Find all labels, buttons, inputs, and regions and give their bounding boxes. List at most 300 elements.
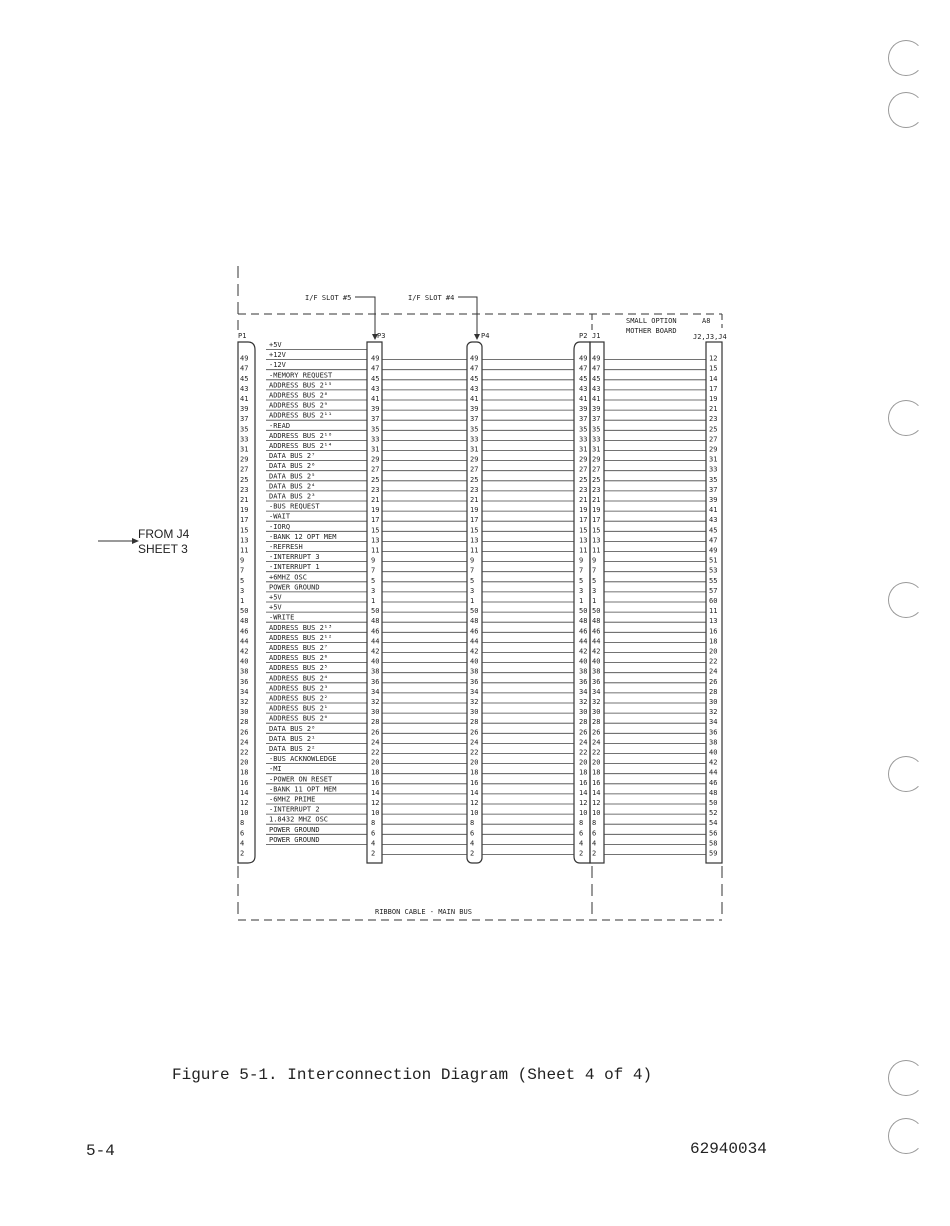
pin-number-j1: 23 — [592, 485, 601, 494]
pin-number-p3: 44 — [371, 637, 380, 646]
pin-number-p4: 47 — [470, 364, 479, 373]
signal-name: POWER GROUND — [269, 825, 320, 834]
pin-number-j1: 48 — [592, 617, 601, 626]
pin-number-p1: 28 — [240, 718, 249, 727]
pin-number-j2j3j4: 50 — [709, 799, 718, 807]
pin-number-j2j3j4: 22 — [709, 657, 718, 666]
pin-number-p1: 40 — [240, 657, 249, 666]
pin-number-p3: 19 — [371, 506, 380, 515]
pin-number-p1: 21 — [240, 496, 249, 504]
pin-number-j1: 2 — [592, 849, 597, 858]
pin-number-p3: 10 — [371, 809, 380, 818]
pin-number-p3: 16 — [371, 778, 380, 787]
signal-name: -INTERRUPT 2 — [269, 805, 320, 814]
pin-number-j2j3j4: 57 — [709, 586, 718, 595]
pin-number-p3: 6 — [371, 829, 376, 838]
pin-number-p4: 46 — [470, 627, 479, 636]
pin-number-p1: 50 — [240, 607, 249, 616]
pin-number-p1: 18 — [240, 768, 249, 777]
pin-number-p1: 32 — [240, 698, 249, 706]
pin-number-p4: 30 — [470, 708, 479, 717]
pin-number-j1: 44 — [592, 637, 601, 646]
pin-number-p1: 13 — [240, 536, 249, 545]
pin-number-j1: 13 — [592, 536, 601, 545]
pin-number-p2: 20 — [579, 758, 588, 767]
signal-name: -BANK 12 OPT MEM — [269, 532, 337, 541]
pin-number-j1: 40 — [592, 657, 601, 666]
pin-number-p4: 29 — [470, 455, 479, 464]
pin-number-j2j3j4: 23 — [709, 415, 718, 424]
pin-number-p2: 35 — [579, 425, 588, 434]
pin-number-p2: 3 — [579, 586, 584, 595]
pin-number-p1: 4 — [240, 839, 245, 848]
pin-number-p2: 36 — [579, 677, 588, 686]
label-sheet-3: SHEET 3 — [138, 542, 188, 556]
signal-name: ADDRESS BUS 2¹³ — [269, 623, 333, 632]
pin-number-j2j3j4: 11 — [709, 607, 718, 616]
pin-number-p2: 39 — [579, 405, 588, 414]
pin-number-p1: 42 — [240, 647, 249, 656]
pin-number-p1: 2 — [240, 849, 245, 858]
pin-number-j2j3j4: 33 — [709, 465, 718, 474]
pin-number-p3: 48 — [371, 617, 380, 626]
pin-number-j2j3j4: 48 — [709, 788, 718, 797]
pin-number-p3: 8 — [371, 819, 376, 828]
pin-number-j2j3j4: 53 — [709, 566, 718, 575]
pin-number-j1: 41 — [592, 395, 601, 403]
pin-number-p2: 32 — [579, 698, 588, 706]
pin-number-p1: 11 — [240, 546, 249, 555]
signal-name: -MI — [269, 765, 282, 774]
signal-name: ADDRESS BUS 2¹⁰ — [269, 431, 333, 440]
pin-number-p3: 17 — [371, 516, 380, 525]
pin-number-p1: 30 — [240, 708, 249, 717]
pin-number-j2j3j4: 40 — [709, 748, 718, 757]
pin-number-j2j3j4: 13 — [709, 617, 718, 626]
pin-number-j1: 32 — [592, 698, 601, 706]
pin-number-p1: 17 — [240, 516, 249, 525]
signal-name: DATA BUS 2⁰ — [269, 724, 316, 733]
pin-number-p1: 48 — [240, 617, 249, 626]
pin-number-p2: 29 — [579, 455, 588, 464]
pin-number-p4: 37 — [470, 415, 479, 424]
pin-number-p3: 25 — [371, 475, 380, 484]
signal-name: +5V — [269, 603, 282, 612]
pin-number-j2j3j4: 46 — [709, 778, 718, 787]
signal-name: ADDRESS BUS 2¹¹ — [269, 411, 333, 420]
pin-number-p4: 23 — [470, 485, 479, 494]
pin-number-p4: 43 — [470, 384, 479, 393]
pin-number-p3: 14 — [371, 788, 380, 797]
pin-number-p2: 26 — [579, 728, 588, 737]
signal-name: +5V — [269, 593, 282, 602]
binder-hole — [888, 756, 924, 792]
pin-number-p4: 16 — [470, 778, 479, 787]
signal-name: DATA BUS 2⁷ — [269, 452, 316, 461]
pin-number-p4: 31 — [470, 445, 479, 454]
pin-number-p3: 24 — [371, 738, 380, 747]
pin-number-p2: 49 — [579, 354, 588, 363]
label-p3: P3 — [377, 332, 386, 340]
pin-number-p2: 2 — [579, 849, 584, 858]
pin-number-p2: 47 — [579, 364, 588, 373]
pin-number-p4: 5 — [470, 576, 475, 585]
pin-number-p1: 22 — [240, 748, 249, 757]
pin-number-j1: 18 — [592, 768, 601, 777]
pin-number-p4: 8 — [470, 819, 475, 828]
pin-number-j1: 9 — [592, 556, 597, 565]
pin-number-p1: 41 — [240, 395, 249, 403]
binder-hole — [888, 92, 924, 128]
pin-number-p3: 1 — [371, 597, 376, 605]
pin-number-j2j3j4: 16 — [709, 627, 718, 636]
pin-number-p2: 13 — [579, 536, 588, 545]
pin-number-p2: 14 — [579, 788, 588, 797]
pin-number-p1: 29 — [240, 455, 249, 464]
pin-number-p1: 47 — [240, 364, 249, 373]
pin-number-p4: 26 — [470, 728, 479, 737]
signal-name: -12V — [269, 361, 286, 370]
pin-number-p1: 6 — [240, 829, 245, 838]
pin-number-p1: 19 — [240, 506, 249, 515]
pin-number-p3: 22 — [371, 748, 380, 757]
pin-number-p2: 37 — [579, 415, 588, 424]
pin-number-p3: 33 — [371, 435, 380, 444]
pin-number-p3: 21 — [371, 496, 380, 504]
pin-number-j2j3j4: 32 — [709, 708, 718, 717]
pin-number-p4: 34 — [470, 687, 479, 696]
pin-number-j1: 49 — [592, 354, 601, 363]
pin-number-p1: 33 — [240, 435, 249, 444]
pin-number-j1: 28 — [592, 718, 601, 727]
pin-number-p2: 27 — [579, 465, 588, 474]
pin-number-p2: 31 — [579, 445, 588, 454]
pin-number-p2: 50 — [579, 607, 588, 616]
pin-number-p2: 4 — [579, 839, 584, 848]
signal-name: ADDRESS BUS 2² — [269, 694, 329, 703]
pin-number-p1: 35 — [240, 425, 249, 434]
pin-number-p4: 25 — [470, 475, 479, 484]
pin-number-j2j3j4: 25 — [709, 425, 718, 434]
label-small-option: SMALL OPTION — [626, 317, 677, 325]
pin-number-p3: 46 — [371, 627, 380, 636]
pin-number-j2j3j4: 56 — [709, 829, 718, 838]
pin-number-j2j3j4: 24 — [709, 667, 718, 676]
label-from-j4: FROM J4 — [138, 527, 190, 541]
pin-number-p1: 38 — [240, 667, 249, 676]
pin-number-p3: 27 — [371, 465, 380, 474]
signal-name: -INTERRUPT 3 — [269, 553, 320, 562]
pin-number-p3: 38 — [371, 667, 380, 676]
signal-name: ADDRESS BUS 2⁹ — [269, 401, 329, 410]
pin-number-p4: 11 — [470, 546, 479, 555]
signal-name: +5V — [269, 341, 282, 349]
pin-number-j2j3j4: 27 — [709, 435, 718, 444]
pin-number-p1: 23 — [240, 485, 249, 494]
signal-name: ADDRESS BUS 2¹ — [269, 704, 329, 713]
pin-number-j1: 8 — [592, 819, 597, 828]
pin-number-p1: 46 — [240, 627, 249, 636]
signal-name: ADDRESS BUS 2³ — [269, 684, 329, 693]
page-number: 5-4 — [86, 1142, 115, 1160]
signal-name: ADDRESS BUS 2⁴ — [269, 674, 329, 683]
signal-name: DATA BUS 2⁶ — [269, 462, 316, 471]
pin-number-j1: 39 — [592, 405, 601, 414]
pin-number-p4: 38 — [470, 667, 479, 676]
pin-number-p4: 14 — [470, 788, 479, 797]
pin-number-p2: 6 — [579, 829, 584, 838]
label-p4: P4 — [481, 332, 490, 340]
pin-number-j1: 29 — [592, 455, 601, 464]
pin-number-j2j3j4: 58 — [709, 839, 718, 848]
pin-number-j2j3j4: 15 — [709, 364, 718, 373]
pin-number-j2j3j4: 38 — [709, 738, 718, 747]
pin-number-p2: 7 — [579, 566, 584, 575]
label-ribbon-cable: RIBBON CABLE - MAIN BUS — [375, 908, 472, 916]
pin-number-p3: 29 — [371, 455, 380, 464]
pin-number-p3: 2 — [371, 849, 376, 858]
pin-number-j1: 21 — [592, 496, 601, 504]
signal-name: ADDRESS BUS 2⁷ — [269, 644, 329, 652]
pin-number-j1: 50 — [592, 607, 601, 616]
pin-number-p1: 27 — [240, 465, 249, 474]
signal-name: +6MHZ OSC — [269, 573, 307, 582]
pin-number-p2: 17 — [579, 516, 588, 525]
pin-number-j1: 47 — [592, 364, 601, 373]
binder-hole — [888, 1118, 924, 1154]
signal-name: ADDRESS BUS 2⁵ — [269, 664, 329, 673]
pin-number-p4: 32 — [470, 698, 479, 706]
pin-number-j1: 14 — [592, 788, 601, 797]
pin-number-j2j3j4: 41 — [709, 506, 718, 515]
pin-number-p3: 49 — [371, 354, 380, 363]
pin-number-p3: 23 — [371, 485, 380, 494]
pin-number-j2j3j4: 18 — [709, 637, 718, 646]
signal-name: DATA BUS 2¹ — [269, 734, 316, 743]
pin-number-p4: 1 — [470, 597, 475, 605]
pin-number-p3: 41 — [371, 395, 380, 403]
pin-number-j1: 15 — [592, 526, 601, 535]
pin-number-p2: 1 — [579, 597, 584, 605]
pin-number-p1: 7 — [240, 566, 245, 575]
pin-number-j1: 19 — [592, 506, 601, 515]
pin-number-j1: 42 — [592, 647, 601, 656]
pin-number-j2j3j4: 51 — [709, 556, 718, 565]
label-j2j3j4: J2,J3,J4 — [693, 333, 727, 341]
pin-number-p3: 45 — [371, 374, 380, 383]
pin-number-j1: 1 — [592, 597, 597, 605]
pin-number-p3: 13 — [371, 536, 380, 545]
pin-number-p2: 40 — [579, 657, 588, 666]
pin-number-j1: 11 — [592, 546, 601, 555]
pin-number-j1: 12 — [592, 799, 601, 807]
pin-number-p2: 11 — [579, 546, 588, 555]
pin-number-p4: 48 — [470, 617, 479, 626]
binder-hole — [888, 40, 924, 76]
pin-number-j1: 35 — [592, 425, 601, 434]
pin-number-p2: 9 — [579, 556, 584, 565]
pin-number-p4: 20 — [470, 758, 479, 767]
pin-number-p3: 34 — [371, 687, 380, 696]
pin-number-p1: 1 — [240, 597, 245, 605]
binder-hole — [888, 400, 924, 436]
pin-number-p2: 45 — [579, 374, 588, 383]
signal-name: ADDRESS BUS 2⁶ — [269, 654, 329, 663]
pin-number-p3: 32 — [371, 698, 380, 706]
pin-number-p2: 5 — [579, 576, 584, 585]
signal-name: -MEMORY REQUEST — [269, 371, 333, 380]
pin-number-j1: 22 — [592, 748, 601, 757]
pin-number-p1: 15 — [240, 526, 249, 535]
signal-name: -WRITE — [269, 613, 295, 622]
pin-number-p4: 10 — [470, 809, 479, 818]
pin-number-p3: 26 — [371, 728, 380, 737]
pin-number-j2j3j4: 52 — [709, 809, 718, 818]
signal-name: -BANK 11 OPT MEM — [269, 785, 337, 794]
pin-number-p3: 11 — [371, 546, 380, 555]
pin-number-p1: 39 — [240, 405, 249, 414]
signal-name: -POWER ON RESET — [269, 775, 333, 784]
pin-number-p1: 25 — [240, 475, 249, 484]
pin-number-p3: 3 — [371, 586, 376, 595]
pin-number-p3: 35 — [371, 425, 380, 434]
signal-name: -REFRESH — [269, 543, 303, 551]
pin-number-p2: 30 — [579, 708, 588, 717]
signal-name: ADDRESS BUS 2⁰ — [269, 714, 329, 723]
pin-number-j2j3j4: 49 — [709, 546, 718, 555]
pin-number-j2j3j4: 37 — [709, 485, 718, 494]
pin-number-j1: 36 — [592, 677, 601, 686]
pin-number-p1: 5 — [240, 576, 245, 585]
binder-hole — [888, 582, 924, 618]
signal-name: ADDRESS BUS 2⁸ — [269, 391, 329, 400]
pin-number-p2: 19 — [579, 506, 588, 515]
pin-number-p1: 10 — [240, 809, 249, 818]
pin-number-p2: 34 — [579, 687, 588, 696]
pin-number-p1: 36 — [240, 677, 249, 686]
pin-number-p3: 36 — [371, 677, 380, 686]
pin-number-p1: 16 — [240, 778, 249, 787]
pin-number-p3: 15 — [371, 526, 380, 535]
signal-name: POWER GROUND — [269, 583, 320, 592]
pin-number-j2j3j4: 29 — [709, 445, 718, 454]
signal-name: POWER GROUND — [269, 835, 320, 844]
pin-number-p4: 12 — [470, 799, 479, 807]
pin-number-p3: 5 — [371, 576, 376, 585]
pin-number-p4: 39 — [470, 405, 479, 414]
pin-number-j1: 46 — [592, 627, 601, 636]
pin-number-j1: 7 — [592, 566, 597, 575]
pin-number-p3: 4 — [371, 839, 376, 848]
arrowheads — [372, 334, 480, 340]
pin-number-j2j3j4: 20 — [709, 647, 718, 656]
pin-number-p2: 28 — [579, 718, 588, 727]
pin-number-p1: 49 — [240, 354, 249, 363]
pin-number-p4: 17 — [470, 516, 479, 525]
figure-caption: Figure 5-1. Interconnection Diagram (Sheet 4 of 4) — [172, 1066, 653, 1084]
pin-number-p1: 31 — [240, 445, 249, 454]
pin-number-p4: 44 — [470, 637, 479, 646]
pin-number-p1: 3 — [240, 586, 245, 595]
pin-number-p2: 43 — [579, 384, 588, 393]
pin-number-p4: 40 — [470, 657, 479, 666]
signal-name: ADDRESS BUS 2¹² — [269, 633, 333, 642]
pin-number-p1: 34 — [240, 687, 249, 696]
pin-number-p4: 3 — [470, 586, 475, 595]
pin-number-j2j3j4: 17 — [709, 384, 718, 393]
pin-number-p4: 49 — [470, 354, 479, 363]
pin-number-p3: 47 — [371, 364, 380, 373]
pin-number-j2j3j4: 43 — [709, 516, 718, 525]
label-p2: P2 — [579, 332, 588, 340]
pin-number-j1: 5 — [592, 576, 597, 585]
pin-number-p2: 38 — [579, 667, 588, 676]
pin-number-p2: 21 — [579, 496, 588, 504]
pin-number-p2: 25 — [579, 475, 588, 484]
pin-number-j2j3j4: 44 — [709, 768, 718, 777]
pin-number-p3: 12 — [371, 799, 380, 807]
pin-number-p4: 41 — [470, 395, 479, 403]
pin-number-p1: 45 — [240, 374, 249, 383]
pin-number-p2: 16 — [579, 778, 588, 787]
pin-number-p4: 28 — [470, 718, 479, 727]
pin-number-p1: 12 — [240, 799, 249, 807]
signal-name: -READ — [269, 421, 291, 430]
pin-number-j2j3j4: 12 — [709, 354, 718, 363]
pin-number-p4: 42 — [470, 647, 479, 656]
pin-number-p1: 24 — [240, 738, 249, 747]
label-p1: P1 — [238, 332, 247, 340]
pin-number-p2: 24 — [579, 738, 588, 747]
pin-number-j2j3j4: 14 — [709, 374, 718, 383]
pin-number-j1: 17 — [592, 516, 601, 525]
pin-number-p4: 2 — [470, 849, 475, 858]
pin-number-p2: 8 — [579, 819, 584, 828]
pin-number-p3: 28 — [371, 718, 380, 727]
pin-number-p4: 33 — [470, 435, 479, 444]
signal-name: 1.8432 MHZ OSC — [269, 815, 329, 824]
pin-number-p2: 33 — [579, 435, 588, 444]
pin-number-p4: 24 — [470, 738, 479, 747]
pin-number-p2: 23 — [579, 485, 588, 494]
signal-name: +12V — [269, 351, 286, 360]
pin-number-p4: 27 — [470, 465, 479, 474]
label-if-slot-5: I/F SLOT #5 — [305, 294, 352, 302]
label-if-slot-4: I/F SLOT #4 — [408, 294, 455, 302]
pin-number-j1: 3 — [592, 586, 597, 595]
pin-number-j2j3j4: 19 — [709, 395, 718, 403]
pin-number-p3: 39 — [371, 405, 380, 414]
pin-number-j1: 30 — [592, 708, 601, 717]
pin-number-j2j3j4: 59 — [709, 849, 718, 858]
signal-name: -BUS ACKNOWLEDGE — [269, 755, 337, 764]
pin-number-j1: 20 — [592, 758, 601, 767]
pin-number-p4: 6 — [470, 829, 475, 838]
pin-number-p4: 13 — [470, 536, 479, 545]
pin-number-j2j3j4: 34 — [709, 718, 718, 727]
pin-number-p4: 22 — [470, 748, 479, 757]
pin-number-j1: 45 — [592, 374, 601, 383]
pin-number-j1: 26 — [592, 728, 601, 737]
pin-number-p3: 50 — [371, 607, 380, 616]
pin-number-j1: 24 — [592, 738, 601, 747]
pin-number-p2: 10 — [579, 809, 588, 818]
pin-number-j2j3j4: 35 — [709, 475, 718, 484]
from-j4-arrow — [98, 538, 139, 544]
pin-number-p4: 45 — [470, 374, 479, 383]
pin-number-p3: 37 — [371, 415, 380, 424]
pin-number-j2j3j4: 54 — [709, 819, 718, 828]
